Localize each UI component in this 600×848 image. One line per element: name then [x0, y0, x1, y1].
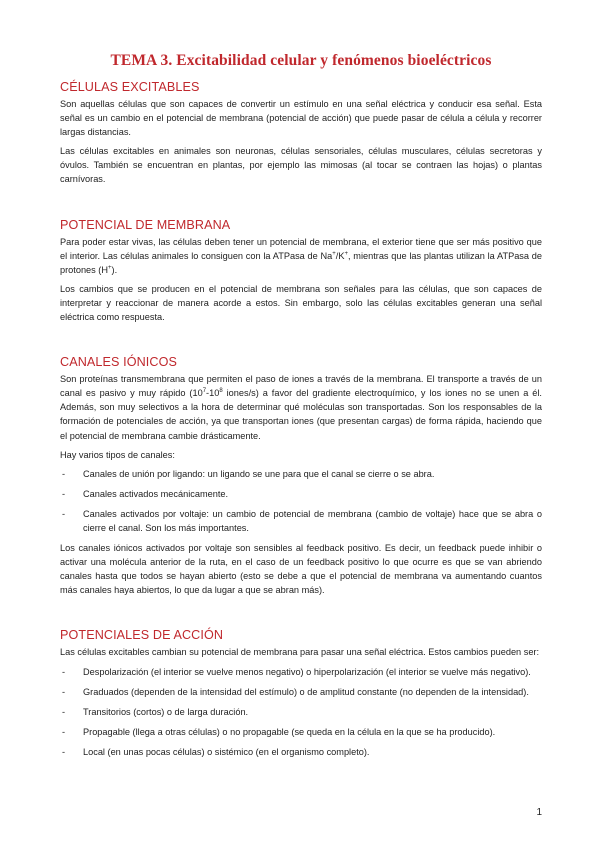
superscript: + — [344, 250, 348, 257]
section-heading: CANALES IÓNICOS — [60, 355, 177, 370]
list-item: - Local (en unas pocas células) o sistémico (en el organismo completo). — [60, 745, 542, 759]
section-celulas-excitables — [60, 80, 542, 187]
superscript: + — [332, 250, 336, 257]
section-heading: POTENCIAL DE MEMBRANA — [60, 217, 231, 232]
section-potencial-de-membrana — [60, 218, 542, 325]
paragraph: Hay varios tipos de canales: — [60, 449, 175, 460]
section-heading: POTENCIALES DE ACCIÓN — [60, 628, 224, 643]
paragraph: Las células excitables en animales son neuronas, células sensoriales, células musculares, células secretoras y óvulos. También se encuentran en plantas, por ejemplo las mimosas (al tocar se contraen las hojas) o plantas carnívoras. — [60, 146, 542, 185]
list-item: - Canales de unión por ligando: un ligando se une para que el canal se cierre o se abra. — [60, 467, 542, 481]
paragraph: Los canales iónicos activados por voltaje son sensibles al feedback positivo. Es decir, un feedback puede inhibir o activar una molécula anterior de la ruta, en el caso de un feedback positivo lo que ocurre es que se van abriendo canales hasta que todos se hayan abierto (esto se debe a que el potencial de membrana va aumentando cuantos más canales haya abiertos, lo que da lugar a que se abran más). — [60, 543, 542, 596]
section-heading: CÉLULAS EXCITABLES — [60, 80, 200, 94]
document-title: TEMA 3. Excitabilidad celular y fenómenos bioeléctricos — [110, 52, 492, 69]
text-run: Son proteínas transmembrana que permiten el paso de iones a través de la membrana. El transporte a través de un canal es pasivo y muy rápido (10 — [60, 374, 542, 399]
superscript: 8 — [219, 388, 223, 395]
paragraph: Las células excitables cambian su potencial de membrana para pasar una señal eléctrica. Estos cambios pueden ser: — [60, 647, 540, 658]
text-run: Para poder estar vivas, las células deben tener un potencial de membrana, el exterior tiene que ser más positivo que el interior. Las células animales lo consiguen con la ATPasa de Na — [60, 236, 542, 261]
list-item: - Despolarización (el interior se vuelve menos negativo) o hiperpolarización (el interior se vuelve más negativo). — [60, 665, 542, 679]
list-item: - Propagable (llega a otras células) o no propagable (se queda en la célula en la que se ha producido). — [60, 725, 542, 739]
paragraph — [60, 235, 542, 277]
superscript: + — [108, 264, 112, 271]
list-item: - Graduados (dependen de la intensidad del estímulo) o de amplitud constante (no dependen de la intensidad). — [60, 685, 542, 699]
text-run: iones/s) a favor del gradiente electroquímico, y los iones no se unen a él. Además, son muy selectivos a la hora de determinar qué moléculas son transportadas. Son los responsables de la formación de potenciales de acción, ya que transportan iones (que presentan cargas) de forma rápida, haciendo que el potencial de membrana cambie drásticamente. — [60, 388, 542, 441]
section-potenciales-de-accion — [60, 628, 542, 759]
paragraph: Los cambios que se producen en el potencial de membrana son señales para las células, que son capaces de interpretar y reaccionar de manera acorde a estos. Sin embargo, solo las células excitables generan una señal eléctrica como respuesta. — [60, 283, 542, 323]
list-item: - Transitorios (cortos) o de larga duración. — [60, 705, 542, 719]
channel-type-list — [60, 467, 542, 535]
list-item: - Canales activados mecánicamente. — [60, 487, 542, 501]
text-run: -10 — [206, 388, 220, 399]
superscript: 7 — [202, 388, 207, 395]
text-run: ). — [111, 264, 118, 275]
potential-change-list — [60, 665, 542, 759]
text-run: /K — [335, 250, 345, 261]
text-run: , mientras que las plantas utilizan la ATPasa de protones (H — [60, 250, 542, 275]
list-item: - Canales activados por voltaje: un cambio de potencial de membrana (cambio de voltaje) hace que se abra o cierre el canal. Son los más importantes. — [60, 507, 542, 535]
paragraph — [60, 372, 542, 442]
section-canales-ionicos — [60, 355, 542, 597]
paragraph: Son aquellas células que son capaces de convertir un estímulo en una señal eléctrica y conducir esa señal. Esta señal es un cambio en el potencial de membrana (potencial de acción) que puede pasar de célula a célula y recorrer largas distancias. — [60, 99, 542, 138]
page-number: 1 — [536, 807, 542, 818]
